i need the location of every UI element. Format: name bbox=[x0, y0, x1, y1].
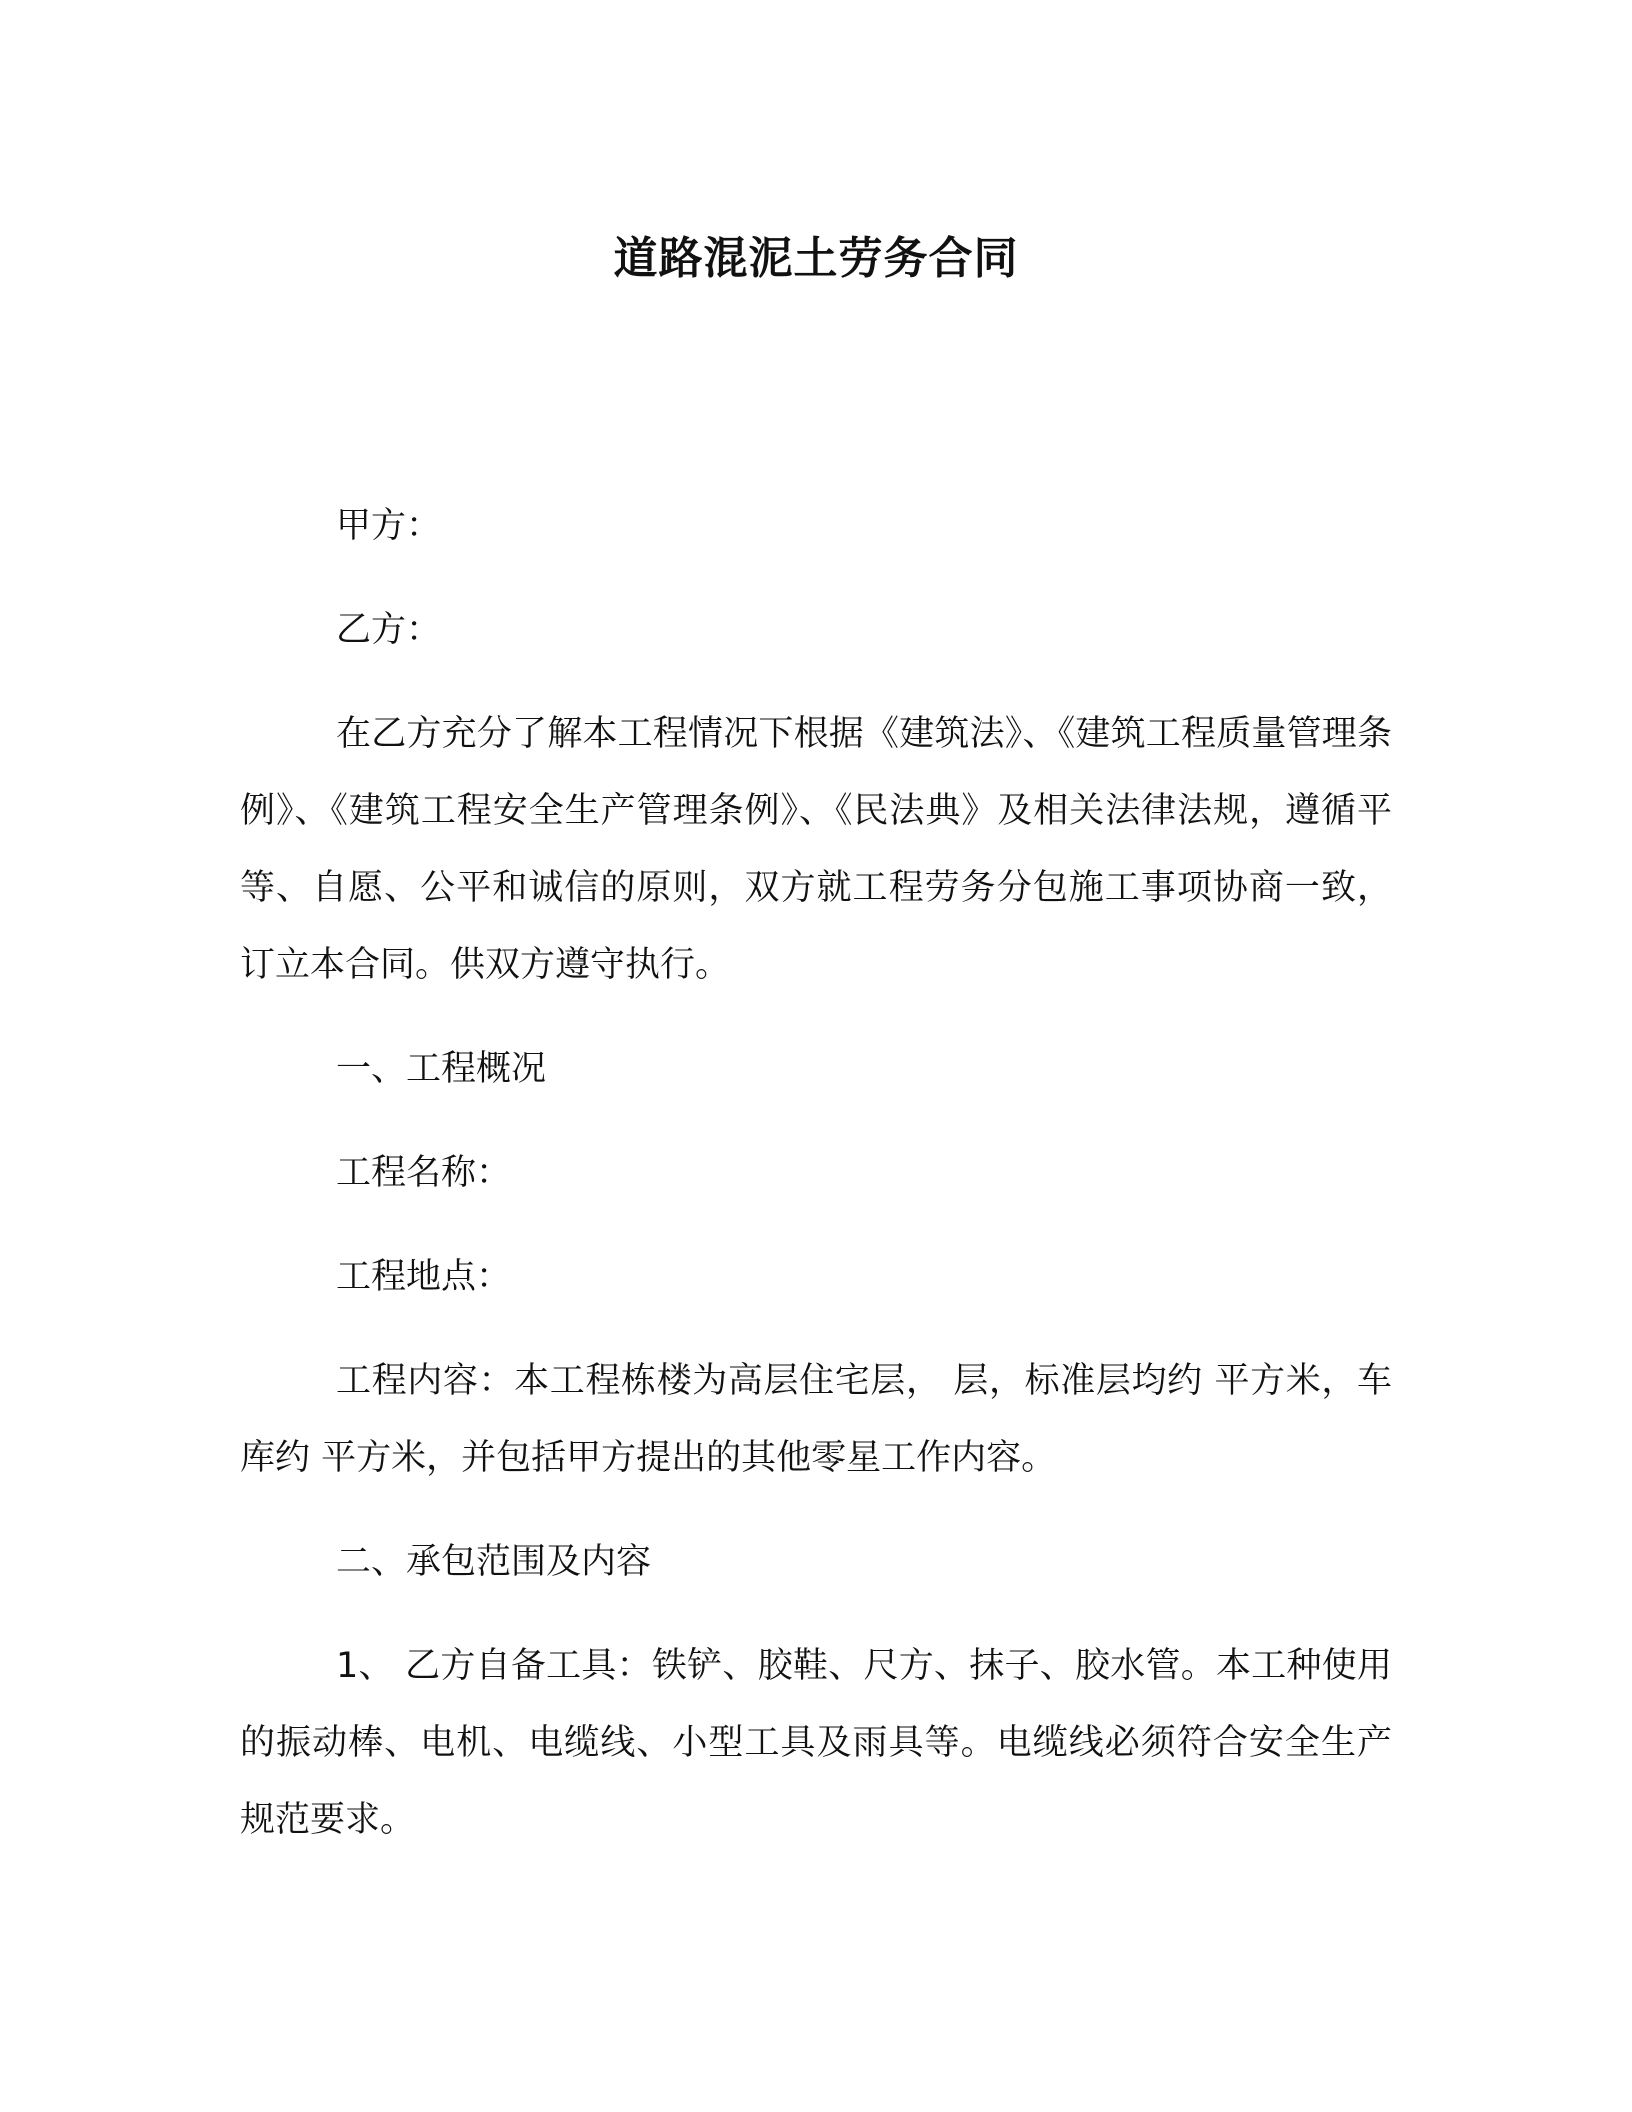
project-location-line: 工程地点： bbox=[336, 1257, 512, 1297]
party-b-line: 乙方： bbox=[336, 610, 442, 650]
party-a-line: 甲方： bbox=[336, 506, 442, 546]
document-body bbox=[240, 488, 1392, 1886]
document-title: 道路混泥土劳务合同 bbox=[613, 233, 1019, 284]
item-1-paragraph: 1、 乙方自备工具：铁铲、胶鞋、尺方、抹子、胶水管。本工种使用的振动棒、电机、电缆线、小型工具及雨具等。电缆线必须符合安全生产规范要求。 bbox=[240, 1646, 1392, 1840]
project-name-line: 工程名称： bbox=[336, 1153, 512, 1193]
section-1-heading: 一、工程概况 bbox=[336, 1049, 547, 1089]
section-2-heading: 二、承包范围及内容 bbox=[336, 1542, 652, 1582]
project-content-paragraph: 工程内容：本工程栋楼为高层住宅层， 层，标准层均约 平方米，车库约 平方米，并包括甲方提出的其他零星工作内容。 bbox=[240, 1361, 1392, 1478]
preamble-paragraph: 在乙方充分了解本工程情况下根据《建筑法》、《建筑工程质量管理条例》、《建筑工程安全生产管理条例》、《民法典》及相关法律法规，遵循平等、自愿、公平和诚信的原则，双方就工程劳务分包施工事项协商一致，订立本合同。供双方遵守执行。 bbox=[240, 714, 1392, 985]
